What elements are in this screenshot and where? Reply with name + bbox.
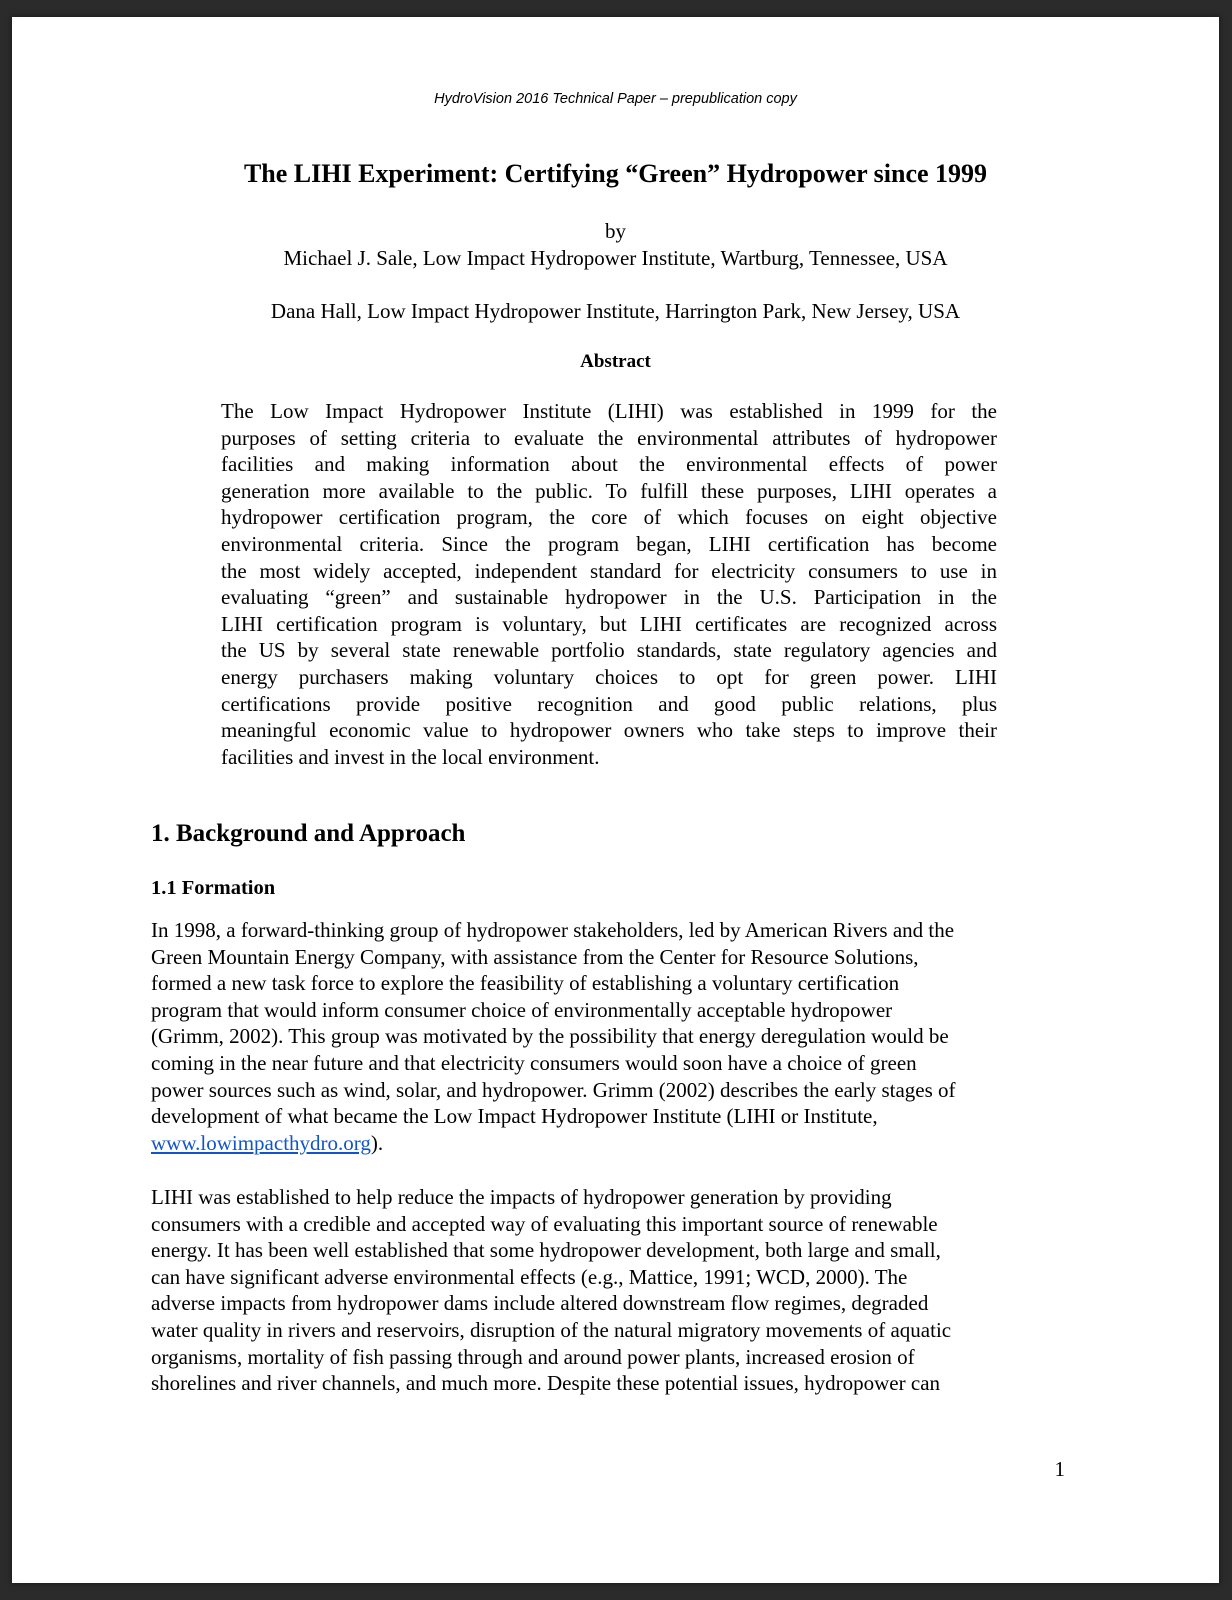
paragraph-line: program that would inform consumer choice of environmentally acceptable hydropower — [151, 997, 893, 1022]
paragraph-formation-1 — [151, 917, 1071, 1156]
paragraph-line: coming in the near future and that electricity consumers would soon have a choice of green — [151, 1050, 917, 1075]
abstract-line: facilities and invest in the local environment. — [221, 744, 600, 769]
abstract-line: the US by several state renewable portfolio standards, state regulatory agencies and — [221, 638, 997, 663]
abstract-line: the most widely accepted, independent standard for electricity consumers to use in — [221, 558, 997, 583]
abstract-line: facilities and making information about the environmental effects of power — [221, 452, 997, 477]
paragraph-line: development of what became the Low Impact Hydropower Institute (LIHI or Institute, — [151, 1104, 878, 1129]
abstract-line: purposes of setting criteria to evaluate the environmental attributes of hydropower — [221, 425, 997, 450]
byline-by: by — [605, 219, 626, 243]
paragraph-line: organisms, mortality of fish passing through and around power plants, increased erosion of — [151, 1344, 915, 1369]
abstract-line: The Low Impact Hydropower Institute (LIHI) was established in 1999 for the — [221, 399, 997, 423]
abstract-line: meaningful economic value to hydropower owners who take steps to improve their — [221, 718, 997, 743]
paragraph-formation-2 — [151, 1184, 1071, 1397]
paragraph-line: energy. It has been well established that some hydropower development, both large and small, — [151, 1238, 941, 1263]
page-number: 1 — [1054, 1457, 1065, 1481]
paragraph-line-with-link — [151, 1130, 1071, 1157]
website-link[interactable]: www.lowimpacthydro.org — [151, 1130, 371, 1155]
paragraph-line: consumers with a credible and accepted way of evaluating this important source of renewable — [151, 1211, 938, 1236]
author-2: Dana Hall, Low Impact Hydropower Institute, Harrington Park, New Jersey, USA — [270, 299, 961, 323]
running-header: HydroVision 2016 Technical Paper – prepublication copy — [434, 91, 797, 107]
abstract-heading: Abstract — [580, 351, 651, 372]
abstract-line: generation more available to the public. To fulfill these purposes, LIHI operates a — [221, 478, 997, 503]
paper-title: The LIHI Experiment: Certifying “Green” Hydropower since 1999 — [243, 159, 988, 188]
paragraph-line: power sources such as wind, solar, and hydropower. Grimm (2002) describes the early stages of — [151, 1077, 956, 1102]
abstract-line: LIHI certification program is voluntary, but LIHI certificates are recognized across — [221, 611, 997, 636]
abstract-line: environmental criteria. Since the program began, LIHI certification has become — [221, 531, 997, 556]
section-heading: 1. Background and Approach — [151, 820, 466, 847]
author-1: Michael J. Sale, Low Impact Hydropower Institute, Wartburg, Tennessee, USA — [283, 246, 948, 270]
abstract-line: certifications provide positive recognition and good public relations, plus — [221, 691, 997, 716]
paragraph-line: adverse impacts from hydropower dams include altered downstream flow regimes, degraded — [151, 1291, 929, 1316]
paragraph-line: formed a new task force to explore the feasibility of establishing a voluntary certification — [151, 971, 900, 996]
link-suffix: ). — [370, 1130, 384, 1155]
paragraph-line: LIHI was established to help reduce the impacts of hydropower generation by providing — [151, 1185, 892, 1209]
abstract-body — [221, 398, 997, 770]
paragraph-line: In 1998, a forward-thinking group of hydropower stakeholders, led by American Rivers and the — [151, 918, 955, 942]
document-page — [12, 17, 1219, 1583]
subsection-heading: 1.1 Formation — [151, 877, 276, 899]
abstract-line: energy purchasers making voluntary choices to opt for green power. LIHI — [221, 664, 997, 689]
paragraph-line: water quality in rivers and reservoirs, disruption of the natural migratory movements of aquatic — [151, 1317, 952, 1342]
paragraph-line: can have significant adverse environmental effects (e.g., Mattice, 1991; WCD, 2000). The — [151, 1264, 908, 1289]
paragraph-line: (Grimm, 2002). This group was motivated by the possibility that energy deregulation would be — [151, 1024, 949, 1049]
abstract-line: hydropower certification program, the core of which focuses on eight objective — [221, 505, 997, 530]
paragraph-line: Green Mountain Energy Company, with assistance from the Center for Resource Solutions, — [151, 944, 919, 969]
abstract-line: evaluating “green” and sustainable hydropower in the U.S. Participation in the — [221, 585, 997, 610]
paragraph-line: shorelines and river channels, and much more. Despite these potential issues, hydropower can — [151, 1371, 941, 1396]
